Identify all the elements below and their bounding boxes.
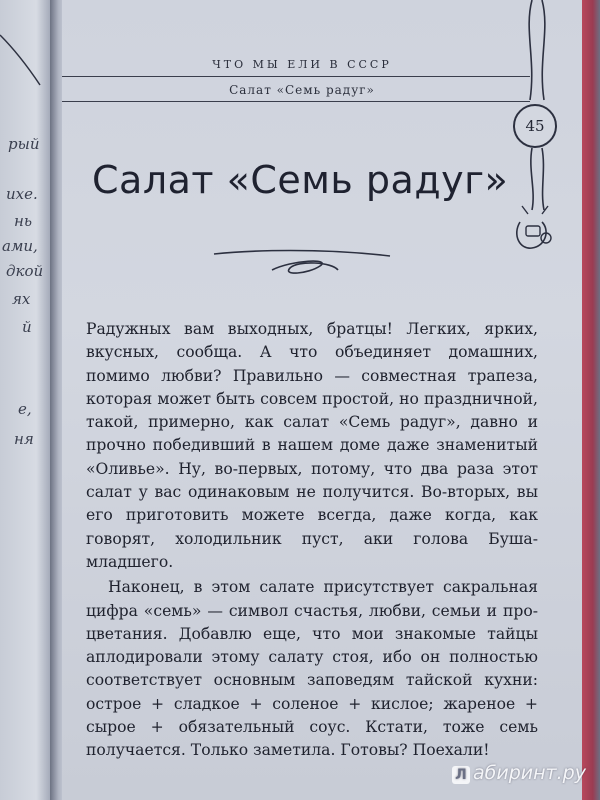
article-body (86, 318, 538, 763)
paragraph: Наконец, в этом салате присутствует сакральная цифра «семь» — символ счастья, любви, семьи и процветания. Добавлю еще, что мои знакомые тайцы аплодировали этому салату стоя, ибо он полностью соответствует основным заповедям тайской кухни: острое + сладкое + соленое + кислое; жареное + сырое + обязательный соус. Кстати, тоже семь получается. Только заметила. Готовы? Поехали! (86, 578, 538, 760)
left-fragment: ами, (2, 237, 38, 255)
left-fragment: ях (12, 290, 31, 308)
watermark-logo (452, 762, 586, 784)
paragraph: Радужных вам выходных, братцы! Легких, ярких, вкусных, сообща. А что объединяет домашних, помимо любви? Правильно — совместная трапеза, которая может быть совсем простой, но праздничной, такой, примерно, как салат «Семь радуг», давно и прочно победивший в нашем доме даже знаменитый «Оливье». Ну, во-первых, потому, что два раза этот салат у вас одинаковым не получится. Во-вторых, вы его приготовить можете всегда, даже когда, как говорят, холодильник пуст, аки голова Буша-младшего. (86, 320, 538, 571)
watermark-text: абиринт.ру (473, 762, 586, 784)
page-edge (582, 0, 600, 800)
running-head-chapter: Салат «Семь радуг» (229, 83, 375, 97)
book-page (62, 0, 582, 800)
left-fragment: ихе. (6, 185, 38, 203)
left-fragment: ня (14, 430, 34, 448)
header-rule (62, 76, 530, 77)
header-rule (62, 101, 530, 102)
left-fragment: нь (14, 212, 33, 230)
left-fragment: дкой (6, 262, 44, 280)
left-fragment: е, (18, 400, 32, 418)
left-page (0, 0, 52, 800)
swirl-divider-icon (212, 240, 392, 280)
watermark-badge: Л (452, 766, 470, 784)
left-fragment: й (22, 318, 32, 336)
left-page-decoration (0, 30, 52, 90)
page-number-badge (513, 104, 557, 148)
running-head-book: ЧТО МЫ ЕЛИ В СССР (212, 58, 392, 71)
page-title: Салат «Семь радуг» (92, 158, 509, 202)
left-fragment: рый (8, 135, 40, 153)
page-number: 45 (525, 117, 545, 135)
